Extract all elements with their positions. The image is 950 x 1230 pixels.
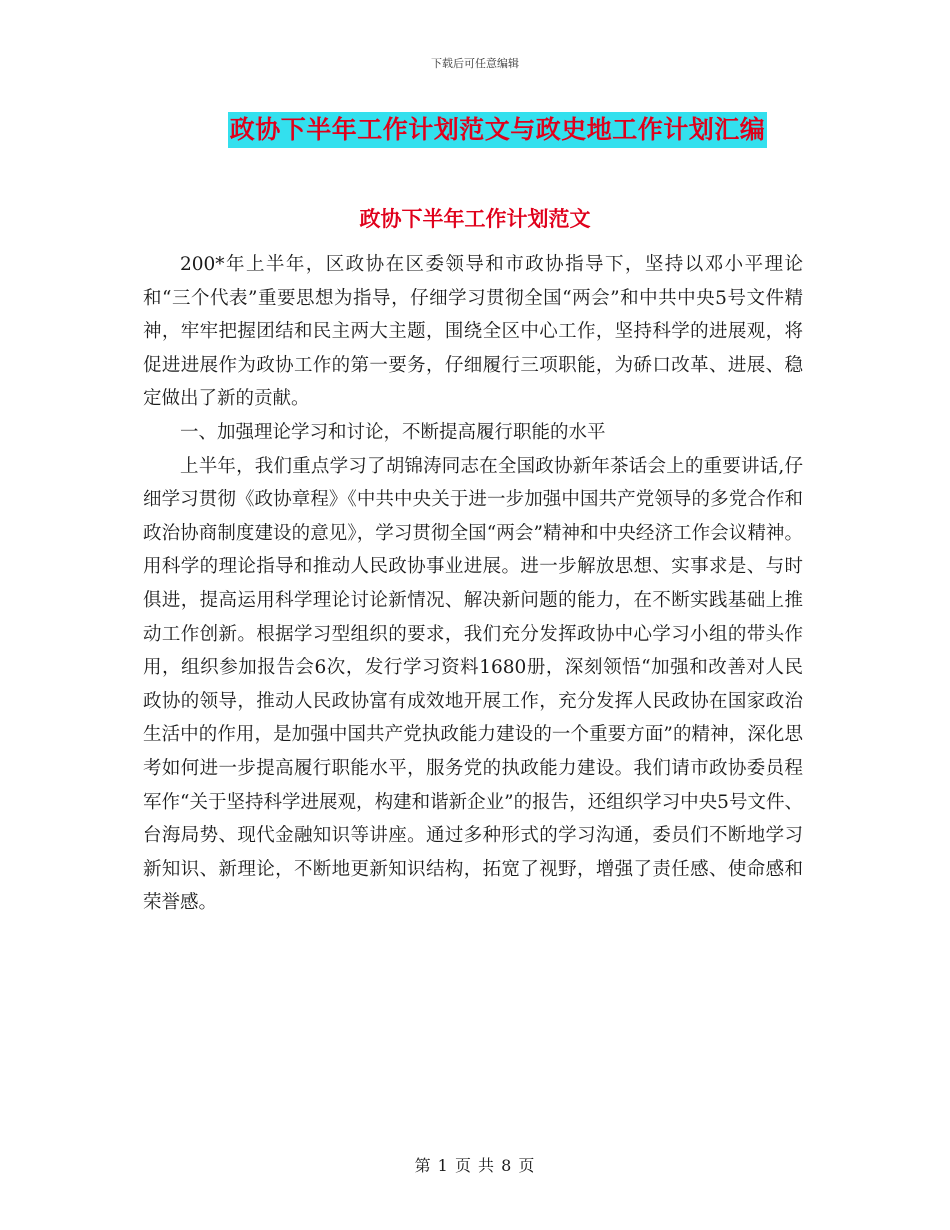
document-title: 政协下半年工作计划范文与政史地工作计划汇编 [228, 112, 768, 148]
paragraph-heading-1: 一、加强理论学习和讨论，不断提高履行职能的水平 [180, 421, 606, 443]
paragraph-study: 上半年，我们重点学习了胡锦涛同志在全国政协新年茶话会上的重要讲话,仔细学习贯彻《政协章程》《中共中央关于进一步加强中国共产党领导的多党合作和政治协商制度建设的意见》，学习贯彻全国“两会”精神和中央经济工作会议精神。用科学的理论指导和推动人民政协事业进展。进一步解放思想、实事求是、与时俱进，提高运用科学理论讨论新情况、解决新问题的能力，在不断实践基础上推动工作创新。根据学习型组织的要求，我们充分发挥政协中心学习小组的带头作用，组织参加报告会6次，发行学习资料1680册，深刻领悟“加强和改善对人民政协的领导，推动人民政协富有成效地开展工作，充分发挥人民政协在国家政治生活中的作用，是加强中国共产党执政能力建设的一个重要方面”的精神，深化思考如何进一步提高履行职能水平，服务党的执政能力建设。我们请市政协委员程军作“关于坚持科学进展观，构建和谐新企业”的报告，还组织学习中央5号文件、台海局势、现代金融知识等讲座。通过多种形式的学习沟通，委员们不断地学习新知识、新理论，不断地更新知识结构，拓宽了视野，增强了责任感、使命感和荣誉感。 [143, 455, 803, 914]
paragraph-intro: 200*年上半年，区政协在区委领导和市政协指导下，坚持以邓小平理论和“三个代表”重要思想为指导，仔细学习贯彻全国“两会”和中共中央5号文件精神，牢牢把握团结和民主两大主题，围绕全区中心工作，坚持科学的进展观，将促进进展作为政协工作的第一要务，仔细履行三项职能，为硚口改革、进展、稳定做出了新的贡献。 [143, 254, 803, 410]
page-number-footer: 第 1 页 共 8 页 [414, 1156, 536, 1175]
section-title: 政协下半年工作计划范文 [359, 206, 591, 231]
page-header-note: 下载后可任意编辑 [431, 57, 519, 70]
document-title-container [0, 112, 950, 148]
document-body [143, 248, 803, 920]
